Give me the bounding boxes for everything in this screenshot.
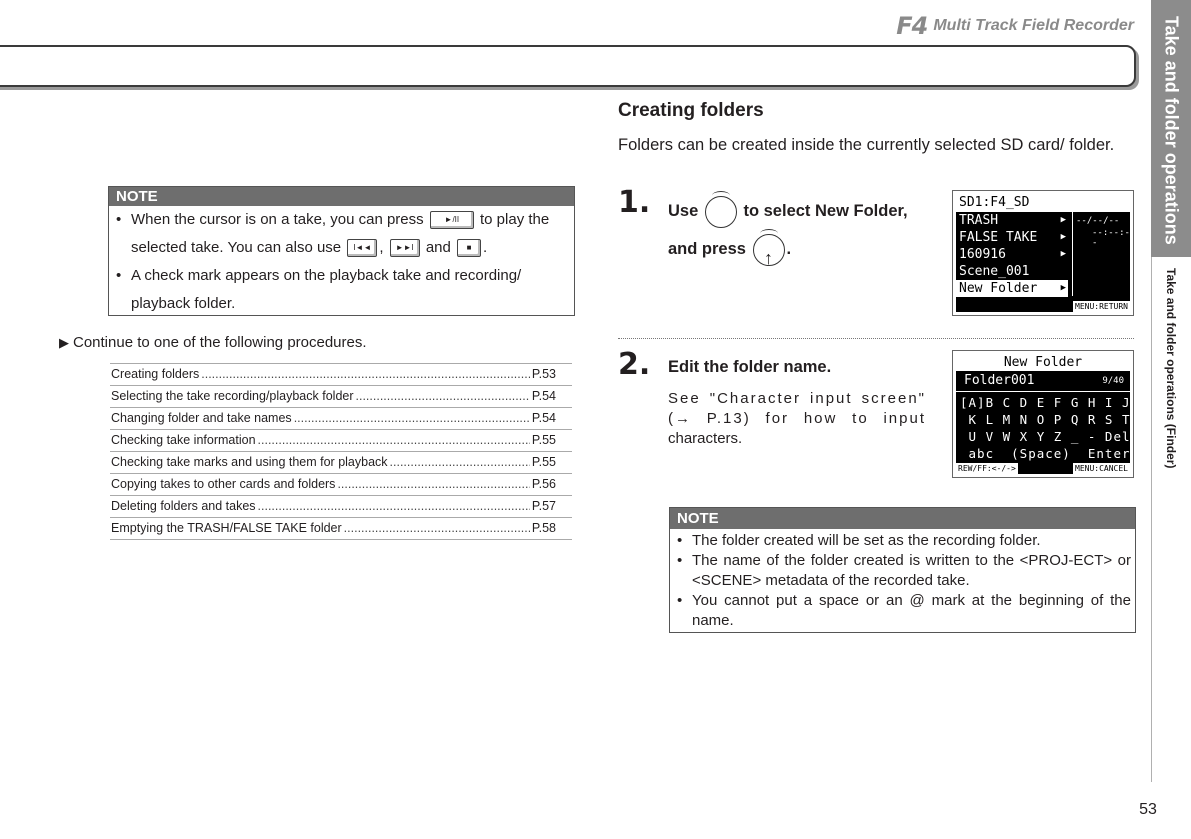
side-subtitle-label: Take and folder operations (Finder) bbox=[1164, 268, 1178, 469]
screen-title: SD1:F4_SD bbox=[956, 194, 1130, 212]
footer-right: MENU:CANCEL bbox=[1075, 464, 1128, 473]
note-text: to play the selected take. You can also use bbox=[131, 211, 550, 256]
header-brand bbox=[858, 12, 1134, 40]
toc-label: Creating folders bbox=[111, 367, 200, 381]
step-2-title: Edit the folder name. bbox=[668, 358, 832, 376]
screen-row-scene bbox=[956, 263, 1068, 280]
step-1-use: Use bbox=[668, 202, 699, 220]
section-title: Creating folders bbox=[618, 100, 764, 121]
finder-screen bbox=[953, 191, 1133, 315]
toc-row[interactable] bbox=[110, 517, 572, 540]
folder-name-value: Folder001 bbox=[964, 373, 1035, 388]
note-item: • The name of the folder created is written to the <PROJ-ECT> or <SCENE> metadata of the recorded take. bbox=[670, 551, 1131, 591]
toc-leader bbox=[201, 364, 530, 385]
toc-page: P.58 bbox=[531, 521, 556, 535]
screen-title: New Folder bbox=[956, 354, 1130, 371]
note-box-right bbox=[669, 507, 1136, 633]
step-1-instruction: to select New Folder, and press bbox=[668, 202, 908, 258]
toc-label: Changing folder and take names bbox=[111, 411, 292, 425]
toc-label: Emptying the TRASH/FALSE TAKE folder bbox=[111, 521, 342, 535]
screen-footer: MENU:RETURN bbox=[1075, 302, 1128, 311]
toc-row[interactable] bbox=[110, 451, 572, 473]
toc-row[interactable] bbox=[110, 429, 572, 451]
arrow-right-icon: ▶ bbox=[1060, 215, 1066, 225]
screen-row-trash bbox=[956, 212, 1068, 229]
screen-row-folder bbox=[956, 246, 1068, 263]
note-title: NOTE bbox=[109, 187, 574, 206]
step-2-number: 2. bbox=[618, 347, 651, 382]
step-1-text bbox=[668, 192, 938, 268]
toc-page: P.54 bbox=[531, 389, 556, 403]
toc-label: Deleting folders and takes bbox=[111, 499, 256, 513]
note-item: • The folder created will be set as the recording folder. bbox=[670, 531, 1131, 551]
char-grid bbox=[956, 392, 1130, 462]
side-tab bbox=[1151, 0, 1191, 257]
toc-page: P.53 bbox=[531, 367, 556, 381]
triangle-right-icon: ▶ bbox=[59, 335, 69, 350]
arrow-right-icon: ▶ bbox=[1060, 232, 1066, 242]
toc-page: P.55 bbox=[531, 455, 556, 469]
dial-icon bbox=[705, 196, 737, 228]
screen-date: --/--/-- bbox=[1076, 216, 1120, 226]
toc-leader bbox=[294, 408, 530, 429]
toc-row[interactable] bbox=[110, 363, 572, 385]
header-bar bbox=[0, 45, 1136, 87]
header-subtitle: Multi Track Field Recorder bbox=[933, 17, 1134, 34]
play-pause-key-icon: ►/II bbox=[430, 211, 474, 229]
toc-label: Selecting the take recording/playback folder bbox=[111, 389, 354, 403]
toc-leader bbox=[390, 452, 530, 473]
toc-leader bbox=[356, 386, 530, 407]
char-row: K L M N O P Q R S T bbox=[960, 412, 1131, 427]
screen-footer bbox=[956, 463, 1130, 474]
toc-page: P.56 bbox=[531, 477, 556, 491]
row-label: FALSE TAKE bbox=[959, 230, 1038, 245]
toc-page: P.57 bbox=[531, 499, 556, 513]
note-item bbox=[109, 206, 568, 262]
stop-key-icon: ■ bbox=[457, 239, 481, 257]
toc-row[interactable] bbox=[110, 385, 572, 407]
char-count: 9/40 bbox=[1102, 376, 1124, 386]
toc-leader bbox=[344, 518, 530, 539]
toc-label: Copying takes to other cards and folders bbox=[111, 477, 336, 491]
toc-row[interactable] bbox=[110, 495, 572, 517]
character-input-screen bbox=[953, 351, 1133, 477]
note-list bbox=[670, 529, 1135, 631]
step-1-number: 1. bbox=[618, 185, 651, 220]
footer-left: REW/FF:<-/-> bbox=[958, 464, 1016, 473]
toc-leader bbox=[258, 430, 530, 451]
note-text: When the cursor is on a take, you can press bbox=[131, 211, 424, 228]
f4-logo: F4 bbox=[896, 12, 928, 40]
toc-page: P.54 bbox=[531, 411, 556, 425]
note-item: • You cannot put a space or an @ mark at the beginning of the name. bbox=[670, 591, 1131, 631]
row-label: New Folder bbox=[959, 281, 1038, 296]
row-label: Scene_001 bbox=[959, 264, 1030, 279]
section-intro: Folders can be created inside the currently selected SD card/ folder. bbox=[618, 136, 1115, 154]
char-row: abc (Space) Enter bbox=[960, 446, 1131, 461]
rewind-key-icon: I◄◄ bbox=[347, 239, 377, 257]
step-1-end: . bbox=[786, 240, 792, 258]
screen-row-new-folder bbox=[956, 280, 1068, 297]
step-2-desc-text: See "Character input screen" (→ P.13) for how to input bbox=[668, 390, 926, 427]
fast-forward-key-icon: ►►I bbox=[390, 239, 420, 257]
row-label: 160916 bbox=[959, 247, 1006, 262]
row-label: TRASH bbox=[959, 213, 999, 228]
page-number: 53 bbox=[1139, 801, 1157, 818]
char-row: U V W X Y Z _ - Del bbox=[960, 429, 1131, 444]
arrow-right-icon: ▶ bbox=[1060, 283, 1066, 293]
screen-time: --:--:-- bbox=[1092, 228, 1130, 248]
screen-row-false-take bbox=[956, 229, 1068, 246]
toc-page: P.55 bbox=[531, 433, 556, 447]
toc-row[interactable] bbox=[110, 473, 572, 495]
note-period: . bbox=[483, 239, 488, 256]
side-divider bbox=[1151, 257, 1152, 782]
continue-text: Continue to one of the following procedures. bbox=[73, 334, 367, 351]
note-item: • A check mark appears on the playback take and recording/ playback folder. bbox=[109, 262, 568, 318]
folder-name-field bbox=[956, 371, 1130, 392]
note-title: NOTE bbox=[670, 508, 1135, 529]
toc-label: Checking take marks and using them for playback bbox=[111, 455, 388, 469]
side-tab-label: Take and folder operations bbox=[1161, 16, 1182, 245]
step-2-description bbox=[668, 389, 926, 449]
side-subtitle bbox=[1151, 268, 1191, 508]
toc-leader bbox=[258, 496, 530, 517]
screen-divider bbox=[1072, 212, 1073, 296]
toc-label: Checking take information bbox=[111, 433, 256, 447]
arrow-right-icon: ▶ bbox=[1060, 249, 1066, 259]
note-list bbox=[109, 206, 574, 318]
char-row: [A]B C D E F G H I J bbox=[960, 395, 1131, 410]
dial-press-icon bbox=[753, 234, 785, 266]
note-separator: , bbox=[379, 239, 384, 256]
note-box-left bbox=[108, 186, 575, 316]
step-2-desc-end: characters. bbox=[668, 430, 743, 447]
note-text: and bbox=[425, 239, 451, 256]
step-divider bbox=[618, 338, 1134, 339]
toc-row[interactable] bbox=[110, 407, 572, 429]
toc-list bbox=[110, 363, 572, 540]
toc-leader bbox=[337, 474, 529, 495]
continue-line bbox=[59, 334, 367, 351]
